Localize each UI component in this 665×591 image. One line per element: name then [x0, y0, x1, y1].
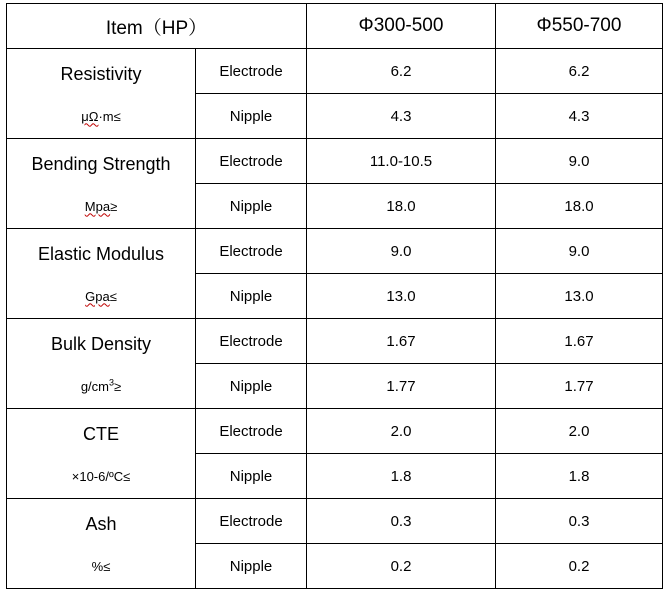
property-cell — [7, 499, 196, 589]
electrode-value-550-700: 0.3 — [496, 499, 663, 544]
property-cell — [7, 49, 196, 139]
electrode-value-550-700: 6.2 — [496, 49, 663, 94]
electrode-value-300-500: 11.0-10.5 — [307, 139, 496, 184]
table-row — [7, 139, 663, 184]
electrode-label: Electrode — [196, 409, 307, 454]
property-unit — [7, 109, 195, 125]
electrode-value-550-700: 2.0 — [496, 409, 663, 454]
nipple-label: Nipple — [196, 184, 307, 229]
property-unit — [7, 559, 195, 575]
electrode-label: Electrode — [196, 229, 307, 274]
nipple-value-300-500: 4.3 — [307, 94, 496, 139]
nipple-label: Nipple — [196, 454, 307, 499]
nipple-value-300-500: 1.8 — [307, 454, 496, 499]
property-cell — [7, 229, 196, 319]
spec-table — [6, 3, 663, 589]
electrode-value-550-700: 9.0 — [496, 229, 663, 274]
unit-rest: ×10-6/ºC≤ — [71, 468, 131, 484]
nipple-value-550-700: 0.2 — [496, 544, 663, 589]
electrode-label: Electrode — [196, 319, 307, 364]
unit-main: Gpa — [85, 288, 110, 304]
property-cell — [7, 139, 196, 229]
unit-tail: ≥ — [114, 378, 122, 394]
property-cell — [7, 319, 196, 409]
electrode-value-300-500: 9.0 — [307, 229, 496, 274]
nipple-value-550-700: 1.8 — [496, 454, 663, 499]
property-unit — [7, 199, 195, 215]
electrode-label: Electrode — [196, 139, 307, 184]
nipple-value-550-700: 18.0 — [496, 184, 663, 229]
unit-main: μΩ — [81, 108, 99, 124]
property-name: Bending Strength — [31, 153, 171, 174]
property-unit — [7, 379, 195, 395]
nipple-value-300-500: 0.2 — [307, 544, 496, 589]
unit-rest: ≥ — [110, 198, 118, 214]
nipple-value-550-700: 13.0 — [496, 274, 663, 319]
property-name: Elastic Modulus — [37, 243, 165, 264]
electrode-value-550-700: 9.0 — [496, 139, 663, 184]
table-row — [7, 409, 663, 454]
property-name: Ash — [85, 513, 117, 534]
property-name: Resistivity — [60, 63, 142, 84]
unit-main: Mpa — [84, 198, 111, 214]
property-cell — [7, 409, 196, 499]
unit-sup: 3 — [109, 377, 115, 388]
nipple-value-550-700: 4.3 — [496, 94, 663, 139]
nipple-label: Nipple — [196, 94, 307, 139]
nipple-value-300-500: 13.0 — [307, 274, 496, 319]
electrode-value-300-500: 6.2 — [307, 49, 496, 94]
nipple-label: Nipple — [196, 364, 307, 409]
property-name: Bulk Density — [50, 333, 152, 354]
nipple-value-550-700: 1.77 — [496, 364, 663, 409]
electrode-value-550-700: 1.67 — [496, 319, 663, 364]
unit-rest: g/cm — [80, 378, 109, 394]
electrode-label: Electrode — [196, 499, 307, 544]
property-unit — [7, 469, 195, 485]
header-col-550-700: Φ550-700 — [496, 4, 663, 49]
table-row — [7, 319, 663, 364]
table-row — [7, 49, 663, 94]
header-item: Item（HP） — [7, 4, 307, 49]
header-row — [7, 4, 663, 49]
header-col-300-500: Φ300-500 — [307, 4, 496, 49]
table-row — [7, 229, 663, 274]
nipple-label: Nipple — [196, 274, 307, 319]
property-name: CTE — [83, 423, 119, 444]
nipple-value-300-500: 18.0 — [307, 184, 496, 229]
electrode-value-300-500: 0.3 — [307, 499, 496, 544]
table-row — [7, 499, 663, 544]
unit-rest: %≤ — [91, 558, 111, 574]
unit-rest: ·m≤ — [98, 108, 121, 124]
nipple-value-300-500: 1.77 — [307, 364, 496, 409]
electrode-value-300-500: 1.67 — [307, 319, 496, 364]
unit-rest: ≤ — [109, 288, 117, 304]
property-unit — [7, 289, 195, 305]
electrode-value-300-500: 2.0 — [307, 409, 496, 454]
nipple-label: Nipple — [196, 544, 307, 589]
electrode-label: Electrode — [196, 49, 307, 94]
